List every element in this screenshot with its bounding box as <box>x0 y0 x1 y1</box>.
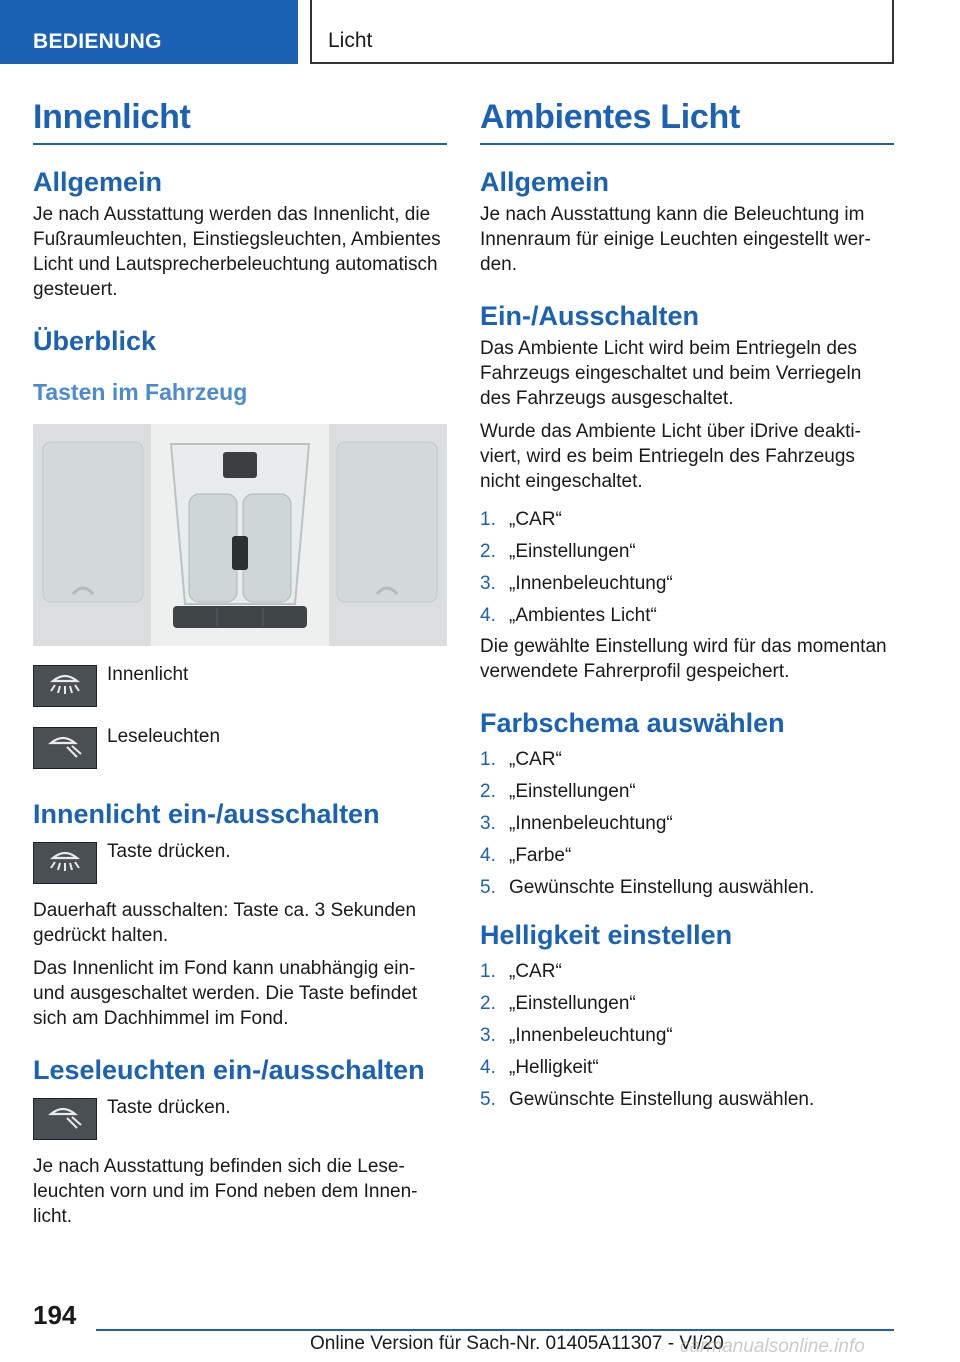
farbschema-heading: Farbschema auswählen <box>480 708 785 738</box>
roof-console-photo <box>33 424 447 646</box>
icon-label-innenlicht: Innenlicht <box>107 664 189 685</box>
list-item: 5. Gewünschte Einstellung auswählen. <box>480 1089 815 1110</box>
ein-aus-text-2: Wurde das Ambiente Licht über iDrive deakti- viert, wird es beim Entriegeln des Fahrzeugs nicht eingeschaltet. <box>480 421 861 492</box>
list-item: 1. „CAR“ <box>480 509 562 530</box>
press-button-text: Taste drücken. <box>107 841 231 862</box>
watermark: carmanualsonline.info <box>680 1336 865 1357</box>
press-button-text: Taste drücken. <box>107 1097 231 1118</box>
page-number: 194 <box>33 1300 77 1330</box>
leseleuchten-switch-heading: Leseleuchten ein-/ausschalten <box>33 1055 425 1085</box>
online-version-text: Online Version für Sach-Nr. 01405A11307 - VI/20 <box>310 1333 724 1354</box>
switch-inner-text-1: Dauerhaft ausschalten: Taste ca. 3 Sekunden gedrückt halten. <box>33 900 417 946</box>
list-item: 2. „Einstellungen“ <box>480 781 636 802</box>
allgemein-text: Je nach Ausstattung werden das Innenlicht, die Fußraumleuchten, Einstiegsleuchten, Ambientes Licht und Lautsprecherbeleuchtung automatisch gesteuert. <box>33 204 441 300</box>
icon-row-innenlicht <box>33 665 447 707</box>
innenlicht-switch-heading: Innenlicht ein-/ausschalten <box>33 799 380 829</box>
list-item: 3. „Innenbeleuchtung“ <box>480 813 673 834</box>
reading-light-icon <box>33 1098 97 1140</box>
tasten-heading: Tasten im Fahrzeug <box>33 379 248 405</box>
footer-divider <box>96 1329 894 1331</box>
allgemein-text: Je nach Ausstattung kann die Beleuchtung im Innenraum für einige Leuchten eingestellt wer- den. <box>480 204 871 275</box>
farbschema-steps <box>480 747 894 900</box>
ein-aus-steps <box>480 507 894 628</box>
innenlicht-title: Innenlicht <box>33 98 447 145</box>
ambientes-licht-title: Ambientes Licht <box>480 98 894 145</box>
list-item: 1. „CAR“ <box>480 961 562 982</box>
helligkeit-steps <box>480 959 894 1112</box>
icon-row-switch-lese <box>33 1098 447 1140</box>
right-column <box>480 98 894 1119</box>
switch-read-text: Je nach Ausstattung befinden sich die Lese- leuchten vorn und im Fond neben dem Innen- licht. <box>33 1156 418 1227</box>
dome-light-icon <box>33 665 97 707</box>
allgemein-heading: Allgemein <box>480 167 610 197</box>
list-item: 2. „Einstellungen“ <box>480 541 636 562</box>
list-item: 4. „Farbe“ <box>480 845 572 866</box>
icon-row-leseleuchten <box>33 727 447 769</box>
list-item: 4. „Ambientes Licht“ <box>480 605 657 626</box>
chapter-title: Licht <box>310 0 894 64</box>
icon-row-switch-innenlicht <box>33 842 447 884</box>
ein-aus-text-1: Das Ambiente Licht wird beim Entriegeln des Fahrzeugs eingeschaltet und beim Verriegeln des Fahrzeugs ausgeschaltet. <box>480 338 862 409</box>
list-item: 4. „Helligkeit“ <box>480 1057 599 1078</box>
left-column <box>33 98 447 1229</box>
ein-aus-text-3: Die gewählte Einstellung wird für das momentan verwendete Fahrerprofil gespeichert. <box>480 636 887 682</box>
ueberblick-heading: Überblick <box>33 326 157 356</box>
icon-label-leseleuchten: Leseleuchten <box>107 726 221 747</box>
dome-light-icon <box>33 842 97 884</box>
switch-inner-text-2: Das Innenlicht im Fond kann unabhängig ein- und ausgeschaltet werden. Die Taste befindet sich am Dachhimmel im Fond. <box>33 958 418 1029</box>
list-item: 2. „Einstellungen“ <box>480 993 636 1014</box>
reading-light-icon <box>33 727 97 769</box>
list-item: 3. „Innenbeleuchtung“ <box>480 1025 673 1046</box>
list-item: 1. „CAR“ <box>480 749 562 770</box>
list-item: 5. Gewünschte Einstellung auswählen. <box>480 877 815 898</box>
section-tab: BEDIENUNG <box>0 0 298 64</box>
list-item: 3. „Innenbeleuchtung“ <box>480 573 673 594</box>
helligkeit-heading: Helligkeit einstellen <box>480 920 733 950</box>
allgemein-heading: Allgemein <box>33 167 163 197</box>
ein-aus-heading: Ein-/Ausschalten <box>480 301 700 331</box>
